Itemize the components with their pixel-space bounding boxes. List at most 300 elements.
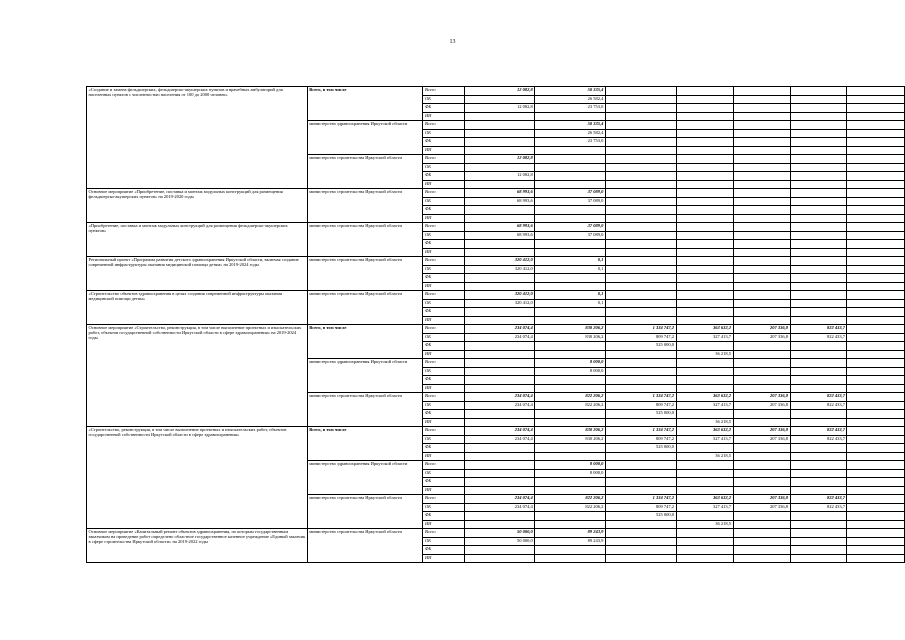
value-cell <box>847 282 905 291</box>
value-cell <box>676 163 733 172</box>
value-cell: 1 334 747,2 <box>605 495 676 504</box>
value-cell <box>790 554 847 563</box>
value-cell <box>733 214 790 223</box>
value-cell <box>676 376 733 385</box>
value-cell <box>733 291 790 300</box>
value-cell <box>847 376 905 385</box>
value-cell <box>733 155 790 164</box>
value-cell <box>733 350 790 359</box>
value-cell <box>605 376 676 385</box>
value-cell <box>464 418 535 427</box>
value-cell <box>790 546 847 555</box>
value-cell <box>676 512 733 521</box>
funding-source-cell: ФБ <box>423 104 464 113</box>
value-cell: 50 335,4 <box>535 87 606 96</box>
value-cell: 50 000,0 <box>464 529 535 538</box>
value-cell <box>535 376 606 385</box>
value-cell <box>605 461 676 470</box>
value-cell <box>605 231 676 240</box>
responsible-cell: Всего, в том числе <box>307 325 423 359</box>
value-cell <box>464 452 535 461</box>
value-cell <box>605 469 676 478</box>
value-cell: 207 336,8 <box>733 435 790 444</box>
value-cell <box>847 248 905 257</box>
value-cell <box>605 418 676 427</box>
funding-source-cell: Всего <box>423 427 464 436</box>
value-cell <box>733 87 790 96</box>
funding-source-cell: Всего <box>423 529 464 538</box>
value-cell <box>676 537 733 546</box>
funding-source-cell: Всего <box>423 495 464 504</box>
value-cell <box>676 121 733 130</box>
value-cell: 50 335,4 <box>535 121 606 130</box>
value-cell <box>464 112 535 121</box>
value-cell: 207 336,8 <box>733 503 790 512</box>
value-cell <box>847 104 905 113</box>
funding-source-cell: ИИ <box>423 418 464 427</box>
value-cell <box>676 274 733 283</box>
value-cell <box>790 461 847 470</box>
value-cell <box>535 546 606 555</box>
value-cell: 327 413,7 <box>676 333 733 342</box>
funding-source-cell: ФБ <box>423 512 464 521</box>
value-cell <box>790 410 847 419</box>
value-cell <box>464 520 535 529</box>
value-cell: 207 336,8 <box>733 401 790 410</box>
value-cell: 207 336,8 <box>733 325 790 334</box>
value-cell <box>790 316 847 325</box>
value-cell <box>733 248 790 257</box>
funding-table <box>86 86 905 563</box>
value-cell: 234 074,4 <box>464 401 535 410</box>
value-cell <box>535 274 606 283</box>
value-cell: 68 993,6 <box>464 189 535 198</box>
value-cell <box>676 410 733 419</box>
value-cell <box>535 444 606 453</box>
responsible-cell: Всего, в том числе <box>307 87 423 121</box>
value-cell <box>847 146 905 155</box>
value-cell <box>605 206 676 215</box>
funding-source-cell: Всего <box>423 461 464 470</box>
value-cell <box>790 129 847 138</box>
value-cell <box>464 376 535 385</box>
value-cell <box>605 155 676 164</box>
value-cell <box>676 206 733 215</box>
value-cell <box>847 461 905 470</box>
responsible-cell: министерство строительства Иркутской области <box>307 257 423 291</box>
value-cell <box>790 87 847 96</box>
value-cell: 525 000,0 <box>605 410 676 419</box>
funding-source-cell: ОБ <box>423 299 464 308</box>
value-cell <box>605 129 676 138</box>
value-cell <box>605 121 676 130</box>
value-cell: 1 334 747,2 <box>605 393 676 402</box>
value-cell <box>847 452 905 461</box>
funding-source-cell: ФБ <box>423 342 464 351</box>
value-cell <box>733 384 790 393</box>
value-cell: 822 433,7 <box>790 495 847 504</box>
value-cell <box>847 546 905 555</box>
funding-source-cell: ИИ <box>423 180 464 189</box>
value-cell <box>676 444 733 453</box>
responsible-cell: Всего, в том числе <box>307 427 423 461</box>
value-cell <box>733 376 790 385</box>
program-name-cell: Основное мероприятие «Строительство, реконструкция, в том числе выполнение проектных и изыскательских работ, объектов государственной собственности Иркутской области в сфере здравоохранения» на 2019-2024 годы <box>87 325 308 427</box>
value-cell <box>790 206 847 215</box>
value-cell <box>676 486 733 495</box>
value-cell <box>733 163 790 172</box>
value-cell <box>464 282 535 291</box>
funding-source-cell: ФБ <box>423 410 464 419</box>
value-cell <box>847 87 905 96</box>
value-cell <box>676 308 733 317</box>
funding-source-cell: Всего <box>423 121 464 130</box>
program-name-cell: Основное мероприятие «Приобретение, поставка и монтаж модульных конструкций для размещения фельдшерско-акушерских пунктов» на 2019-2020 годы <box>87 189 308 223</box>
value-cell <box>535 554 606 563</box>
page-number: 13 <box>449 39 456 45</box>
value-cell <box>464 342 535 351</box>
value-cell <box>790 308 847 317</box>
value-cell <box>605 291 676 300</box>
value-cell <box>847 223 905 232</box>
value-cell <box>464 444 535 453</box>
value-cell: 363 632,2 <box>676 427 733 436</box>
value-cell <box>733 180 790 189</box>
value-cell: 327 413,7 <box>676 503 733 512</box>
value-cell: 89 243,9 <box>535 529 606 538</box>
value-cell <box>535 486 606 495</box>
value-cell: 12 082,8 <box>464 104 535 113</box>
value-cell <box>676 299 733 308</box>
value-cell <box>605 282 676 291</box>
value-cell <box>847 189 905 198</box>
value-cell <box>605 478 676 487</box>
value-cell <box>847 444 905 453</box>
value-cell <box>733 197 790 206</box>
value-cell <box>464 359 535 368</box>
value-cell: 363 632,2 <box>676 393 733 402</box>
value-cell <box>605 240 676 249</box>
value-cell <box>790 240 847 249</box>
value-cell <box>535 248 606 257</box>
value-cell <box>733 274 790 283</box>
value-cell <box>605 104 676 113</box>
value-cell: 525 000,0 <box>605 512 676 521</box>
value-cell <box>847 197 905 206</box>
value-cell <box>464 367 535 376</box>
value-cell <box>535 180 606 189</box>
value-cell <box>535 350 606 359</box>
value-cell <box>605 384 676 393</box>
funding-source-cell: ИИ <box>423 316 464 325</box>
value-cell <box>847 163 905 172</box>
value-cell <box>676 231 733 240</box>
value-cell <box>605 257 676 266</box>
value-cell <box>676 282 733 291</box>
value-cell: 363 632,2 <box>676 325 733 334</box>
value-cell <box>790 342 847 351</box>
value-cell: 36 218,5 <box>676 350 733 359</box>
value-cell: 822 433,7 <box>790 401 847 410</box>
value-cell <box>847 495 905 504</box>
value-cell <box>733 138 790 147</box>
value-cell <box>535 418 606 427</box>
value-cell <box>676 554 733 563</box>
value-cell <box>790 155 847 164</box>
funding-source-cell: ОБ <box>423 197 464 206</box>
value-cell <box>790 291 847 300</box>
value-cell <box>733 282 790 291</box>
value-cell: 830 206,2 <box>535 435 606 444</box>
value-cell: 207 336,8 <box>733 495 790 504</box>
value-cell <box>605 163 676 172</box>
value-cell <box>733 240 790 249</box>
value-cell: 207 336,8 <box>733 427 790 436</box>
value-cell: 12 082,8 <box>464 87 535 96</box>
value-cell: 23 753,0 <box>535 138 606 147</box>
responsible-cell: министерство здравоохранения Иркутской области <box>307 461 423 495</box>
value-cell <box>733 129 790 138</box>
value-cell: 26 582,4 <box>535 95 606 104</box>
funding-source-cell: Всего <box>423 291 464 300</box>
value-cell <box>605 146 676 155</box>
value-cell <box>790 418 847 427</box>
value-cell: 0,1 <box>535 257 606 266</box>
value-cell <box>733 112 790 121</box>
value-cell <box>733 121 790 130</box>
value-cell <box>847 129 905 138</box>
value-cell <box>464 163 535 172</box>
value-cell <box>847 359 905 368</box>
value-cell <box>790 163 847 172</box>
value-cell <box>733 410 790 419</box>
funding-source-cell: ОБ <box>423 503 464 512</box>
value-cell <box>464 384 535 393</box>
value-cell: 320 412,0 <box>464 299 535 308</box>
value-cell: 89 243,9 <box>535 537 606 546</box>
funding-source-cell: ОБ <box>423 367 464 376</box>
responsible-cell: министерство строительства Иркутской области <box>307 529 423 563</box>
value-cell <box>790 112 847 121</box>
funding-source-cell: Всего <box>423 325 464 334</box>
value-cell <box>847 418 905 427</box>
value-cell <box>790 444 847 453</box>
value-cell: 36 218,5 <box>676 418 733 427</box>
funding-source-cell: ОБ <box>423 537 464 546</box>
value-cell: 0,1 <box>535 265 606 274</box>
funding-source-cell: ФБ <box>423 206 464 215</box>
value-cell <box>605 223 676 232</box>
funding-source-cell: ФБ <box>423 376 464 385</box>
value-cell <box>464 461 535 470</box>
value-cell <box>605 367 676 376</box>
value-cell <box>847 240 905 249</box>
value-cell <box>733 265 790 274</box>
value-cell <box>676 95 733 104</box>
value-cell <box>676 529 733 538</box>
funding-source-cell: ОБ <box>423 435 464 444</box>
value-cell <box>790 274 847 283</box>
value-cell <box>676 240 733 249</box>
value-cell <box>847 342 905 351</box>
value-cell <box>676 265 733 274</box>
value-cell <box>676 129 733 138</box>
value-cell <box>676 359 733 368</box>
value-cell <box>605 95 676 104</box>
program-name-cell: Региональный проект «Программа развития детского здравоохранения Иркутской области, включая создание современной инфраструктуры оказания медицинской помощи детям» на 2019-2024 годы <box>87 257 308 291</box>
value-cell: 809 747,2 <box>605 435 676 444</box>
funding-source-cell: ИИ <box>423 282 464 291</box>
value-cell: 37 089,0 <box>535 189 606 198</box>
value-cell <box>847 274 905 283</box>
value-cell <box>790 95 847 104</box>
value-cell <box>790 180 847 189</box>
table-row <box>87 427 905 436</box>
value-cell <box>847 478 905 487</box>
responsible-cell: министерство строительства Иркутской области <box>307 291 423 325</box>
value-cell <box>464 121 535 130</box>
value-cell: 12 082,8 <box>464 172 535 181</box>
value-cell <box>847 155 905 164</box>
value-cell <box>733 520 790 529</box>
value-cell: 830 206,2 <box>535 427 606 436</box>
table-row <box>87 223 905 232</box>
value-cell: 1 334 747,2 <box>605 427 676 436</box>
funding-source-cell: ИИ <box>423 486 464 495</box>
value-cell <box>733 486 790 495</box>
funding-source-cell: Всего <box>423 87 464 96</box>
value-cell: 234 074,4 <box>464 333 535 342</box>
value-cell: 8 000,0 <box>535 469 606 478</box>
value-cell <box>790 529 847 538</box>
value-cell <box>676 342 733 351</box>
value-cell: 320 412,0 <box>464 265 535 274</box>
value-cell <box>464 350 535 359</box>
program-name-cell: «Приобретение, поставка и монтаж модульных конструкций для размещения фельдшерско-акушерских пунктов» <box>87 223 308 257</box>
value-cell <box>464 274 535 283</box>
value-cell: 320 412,0 <box>464 257 535 266</box>
value-cell <box>535 112 606 121</box>
funding-source-cell: ОБ <box>423 129 464 138</box>
value-cell <box>790 282 847 291</box>
value-cell <box>790 376 847 385</box>
funding-source-cell: Всего <box>423 257 464 266</box>
value-cell <box>847 180 905 189</box>
value-cell <box>733 512 790 521</box>
value-cell <box>847 350 905 359</box>
funding-source-cell: ФБ <box>423 546 464 555</box>
value-cell <box>605 486 676 495</box>
value-cell <box>605 350 676 359</box>
value-cell <box>847 308 905 317</box>
value-cell <box>605 197 676 206</box>
value-cell <box>847 325 905 334</box>
value-cell <box>605 189 676 198</box>
value-cell: 830 206,2 <box>535 333 606 342</box>
responsible-cell: министерство строительства Иркутской области <box>307 495 423 529</box>
value-cell: 327 413,7 <box>676 401 733 410</box>
value-cell <box>790 138 847 147</box>
value-cell: 327 413,7 <box>676 435 733 444</box>
program-name-cell: Основное мероприятие «Капитальный ремонт объектов здравоохранения, по которым государственным заказчиком на проведение работ определено областное государственное казенное учреждение «Единый заказчик в сфере строительства Иркутской области» на 2019-2022 годы <box>87 529 308 563</box>
value-cell <box>676 112 733 121</box>
value-cell <box>733 223 790 232</box>
value-cell <box>676 469 733 478</box>
value-cell <box>676 138 733 147</box>
value-cell <box>847 291 905 300</box>
responsible-cell: министерство строительства Иркутской области <box>307 189 423 223</box>
value-cell <box>464 146 535 155</box>
value-cell <box>847 537 905 546</box>
value-cell <box>535 214 606 223</box>
value-cell <box>847 554 905 563</box>
value-cell <box>847 231 905 240</box>
value-cell: 207 336,8 <box>733 333 790 342</box>
value-cell <box>676 197 733 206</box>
value-cell <box>790 452 847 461</box>
value-cell: 809 747,2 <box>605 503 676 512</box>
value-cell <box>605 214 676 223</box>
value-cell: 809 747,2 <box>605 333 676 342</box>
value-cell <box>676 257 733 266</box>
value-cell: 822 433,7 <box>790 427 847 436</box>
value-cell: 207 336,8 <box>733 393 790 402</box>
value-cell <box>464 546 535 555</box>
value-cell <box>790 469 847 478</box>
value-cell <box>733 359 790 368</box>
value-cell <box>847 138 905 147</box>
value-cell <box>676 214 733 223</box>
value-cell: 68 993,6 <box>464 223 535 232</box>
value-cell: 8 000,0 <box>535 359 606 368</box>
value-cell <box>464 308 535 317</box>
value-cell <box>535 240 606 249</box>
value-cell <box>464 554 535 563</box>
responsible-cell: министерство строительства Иркутской области <box>307 223 423 257</box>
value-cell <box>847 265 905 274</box>
value-cell <box>847 520 905 529</box>
value-cell <box>535 206 606 215</box>
value-cell <box>790 299 847 308</box>
value-cell <box>847 469 905 478</box>
value-cell <box>464 180 535 189</box>
value-cell <box>847 427 905 436</box>
value-cell: 8 000,0 <box>535 367 606 376</box>
value-cell <box>847 512 905 521</box>
value-cell <box>535 384 606 393</box>
funding-source-cell: Всего <box>423 223 464 232</box>
table-row <box>87 257 905 266</box>
value-cell: 234 074,4 <box>464 325 535 334</box>
value-cell: 830 206,2 <box>535 325 606 334</box>
value-cell <box>790 350 847 359</box>
value-cell: 822 206,2 <box>535 495 606 504</box>
value-cell: 822 206,2 <box>535 401 606 410</box>
funding-source-cell: ОБ <box>423 163 464 172</box>
value-cell <box>535 172 606 181</box>
value-cell: 50 000,0 <box>464 537 535 546</box>
funding-source-cell: ИИ <box>423 146 464 155</box>
funding-source-cell: ОБ <box>423 469 464 478</box>
value-cell <box>790 265 847 274</box>
value-cell: 822 433,7 <box>790 503 847 512</box>
value-cell <box>464 512 535 521</box>
value-cell <box>847 367 905 376</box>
funding-source-cell: Всего <box>423 189 464 198</box>
funding-source-cell: ОБ <box>423 265 464 274</box>
value-cell <box>605 546 676 555</box>
value-cell <box>464 410 535 419</box>
